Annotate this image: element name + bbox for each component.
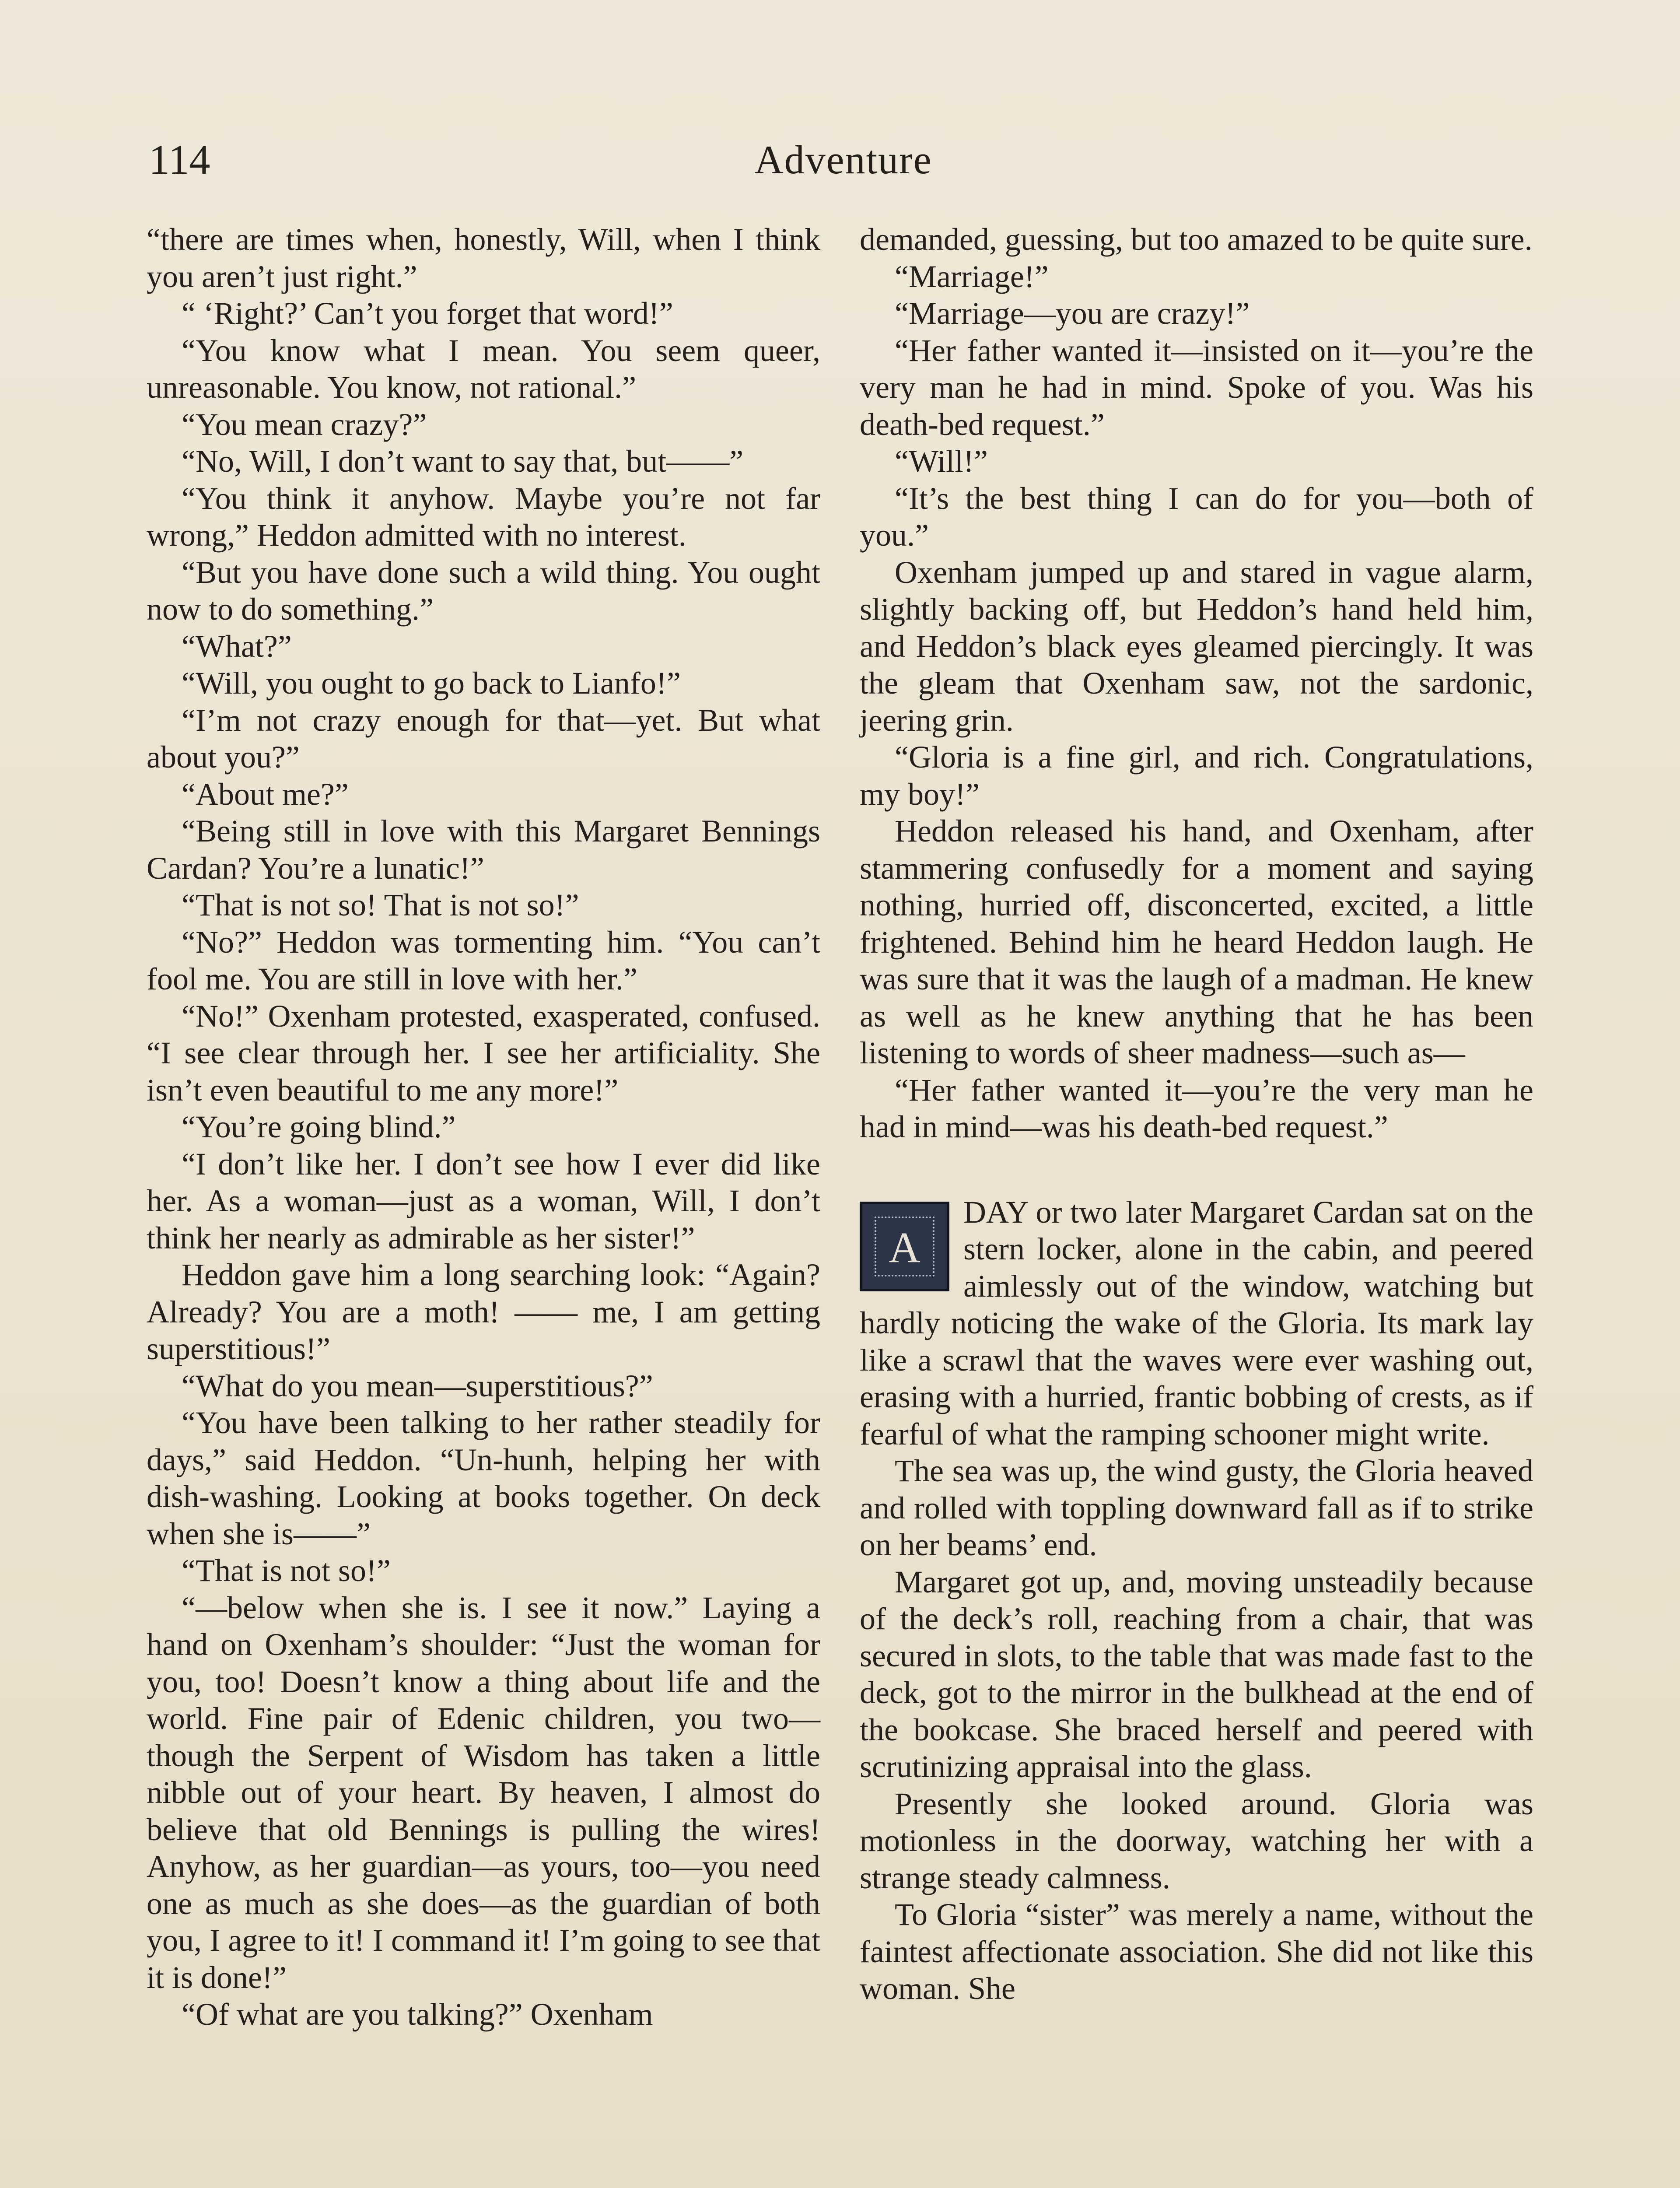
paragraph: “That is not so!” <box>182 1553 391 1588</box>
paragraph: “I’m not crazy enough for that—yet. But what about you?” <box>147 702 820 775</box>
section-lead-in: DAY or two later Margaret Cardan sat on the stern locker, alone in the cabin, and peered aimlessly out of the window, watching but hardly noticing the wake of the Gloria. Its mark lay like a scrawl that the waves were ever washing out, erasing with a hurried, frantic bobbing of crests, as if fearful of what the ramping schooner might write. <box>860 1194 1533 1452</box>
paragraph: “Her father wanted it—insisted on it—you’re the very man he had in mind. Spoke of you. Was his death-bed request.” <box>860 333 1533 442</box>
paragraph: “But you have done such a wild thing. You ought now to do something.” <box>147 554 820 627</box>
paragraph: “I don’t like her. I don’t see how I ever did like her. As a woman—just as a woman, Will, I don’t think her nearly as admirable as her sister!” <box>147 1146 820 1255</box>
paragraph: “Marriage!” <box>895 259 1049 294</box>
dropcap-ornament <box>860 1202 949 1291</box>
paragraph: The sea was up, the wind gusty, the Gloria heaved and rolled with toppling downward fall as if to strike on her beams’ end. <box>860 1453 1533 1562</box>
paragraph: demanded, guessing, but too amazed to be quite sure. <box>860 222 1533 257</box>
paragraph: “ ‘Right?’ Can’t you forget that word!” <box>182 296 673 331</box>
paragraph: “Gloria is a fine girl, and rich. Congratulations, my boy!” <box>860 740 1533 812</box>
right-column-continuation <box>860 221 1533 1146</box>
paragraph: “You’re going blind.” <box>182 1109 456 1144</box>
dropcap-letter: A <box>889 1223 920 1272</box>
paragraph: “Will!” <box>895 444 988 479</box>
paragraph: “Being still in love with this Margaret Bennings Cardan? You’re a lunatic!” <box>147 813 820 886</box>
paragraph: Margaret got up, and, moving unsteadily because of the deck’s roll, reaching from a chair, that was secured in slots, to the table that was made fast to the deck, got to the mirror in the bulkhead at the end of the bookcase. She braced herself and peered with scrutinizing appraisal into the glass. <box>860 1564 1533 1784</box>
paragraph: Heddon released his hand, and Oxenham, after stammering confusedly for a moment and saying nothing, hurried off, disconcerted, excited, a little frightened. Behind him he heard Heddon laugh. He was sure that it was the laugh of a madman. He knew as well as he knew anything that he has been listening to words of sheer madness—such as— <box>860 813 1533 1070</box>
paragraph: “No, Will, I don’t want to say that, but——” <box>182 444 744 479</box>
right-text-column <box>860 221 1533 2007</box>
paragraph: “—below when she is. I see it now.” Laying a hand on Oxenham’s shoulder: “Just the woman for you, too! Doesn’t know a thing about life and the world. Fine pair of Edenic children, you two—though the Serpent of Wisdom has taken a little nibble out of your heart. By heaven, I almost do believe that old Bennings is pulling the wires! Anyhow, as her guardian—as yours, too—you need one as much as she does—as the guardian of both you, I agree to it! I command it! I’m going to see that it is done!” <box>147 1590 820 1995</box>
paragraph: “About me?” <box>182 776 349 812</box>
paragraph: “It’s the best thing I can do for you—both of you.” <box>860 480 1533 553</box>
running-title: Adventure <box>754 137 932 182</box>
paragraph: “What do you mean—superstitious?” <box>182 1368 653 1403</box>
section-opening-paragraph <box>860 1194 1533 1453</box>
left-text-column <box>147 221 820 2033</box>
right-column-section-text <box>860 1452 1533 2007</box>
paragraph: “Her father wanted it—you’re the very man he had in mind—was his death-bed request.” <box>860 1072 1533 1144</box>
paragraph: Presently she looked around. Gloria was motionless in the doorway, watching her with a strange steady calmness. <box>860 1786 1533 1895</box>
paragraph: “That is not so! That is not so!” <box>182 887 579 922</box>
paragraph: “No?” Heddon was tormenting him. “You can’t fool me. You are still in love with her.” <box>147 924 820 996</box>
paragraph: To Gloria “sister” was merely a name, without the faintest affectionate association. She did not like this woman. She <box>860 1897 1533 2006</box>
paragraph: “What?” <box>182 628 292 664</box>
paragraph: “Marriage—you are crazy!” <box>895 296 1250 331</box>
paragraph: “You think it anyhow. Maybe you’re not far wrong,” Heddon admitted with no interest. <box>147 480 820 553</box>
paragraph: “there are times when, honestly, Will, when I think you aren’t just right.” <box>147 222 820 294</box>
paragraph: “Of what are you talking?” Oxenham <box>182 1997 653 2032</box>
paragraph: Oxenham jumped up and stared in vague alarm, slightly backing off, but Heddon’s hand held him, and Heddon’s black eyes gleamed piercingly. It was the gleam that Oxenham saw, not the sardonic, jeering grin. <box>860 554 1533 738</box>
paragraph: “Will, you ought to go back to Lianfo!” <box>182 666 681 701</box>
paragraph: “You have been talking to her rather steadily for days,” said Heddon. “Un-hunh, helping her with dish-washing. Looking at books together. On deck when she is——” <box>147 1405 820 1551</box>
paragraph: “You know what I mean. You seem queer, unreasonable. You know, not rational.” <box>147 333 820 405</box>
paragraph: “No!” Oxenham protested, exasperated, confused. “I see clear through her. I see her artificiality. She isn’t even beautiful to me any more!” <box>147 998 820 1108</box>
paragraph: “You mean crazy?” <box>182 407 427 442</box>
page-number: 114 <box>149 136 210 183</box>
paragraph: Heddon gave him a long searching look: “Again? Already? You are a moth! —— me, I am getting superstitious!” <box>147 1257 820 1366</box>
page-header <box>149 127 1538 193</box>
